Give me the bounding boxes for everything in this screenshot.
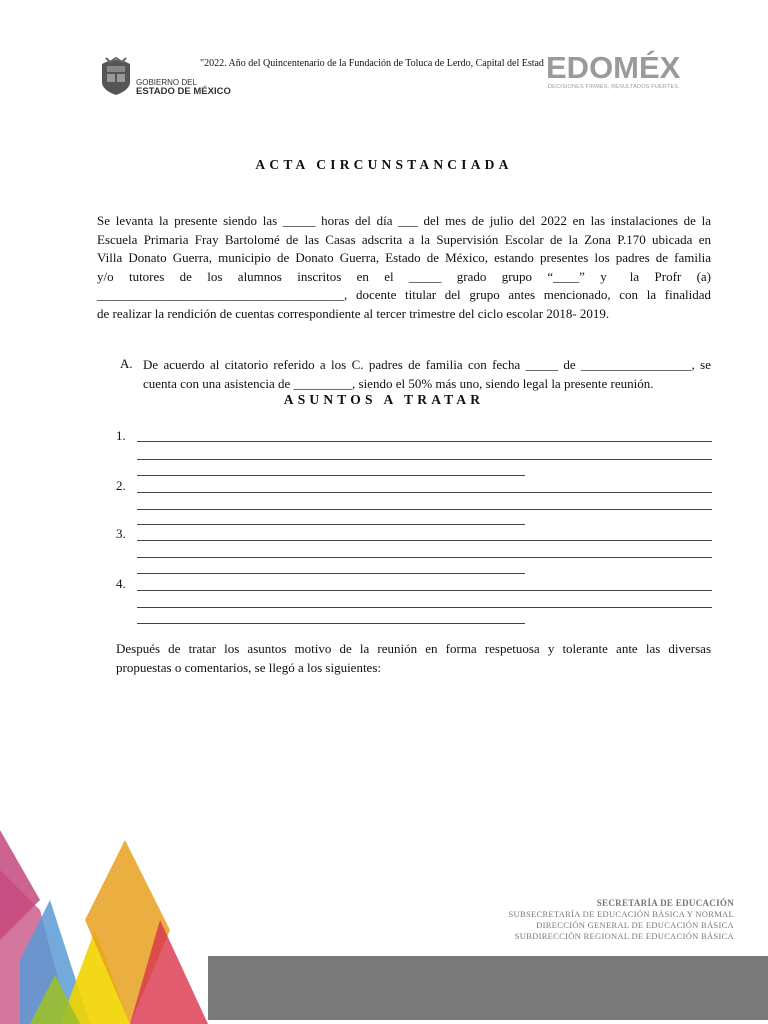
item-a-marker: A. — [120, 356, 133, 371]
agenda-line — [137, 573, 525, 574]
intro-paragraph — [97, 212, 711, 323]
item-a-line: cuenta con una asistencia de _________, siendo el 50% más uno, siendo legal la presente reunión. — [143, 375, 654, 391]
intro-line: Escuela Primaria Fray Bartolomé de las Casas adscrita a la Supervisión Escolar de la Zona P.170 ubicada en — [97, 231, 711, 247]
intro-line: ______________________________________, docente titular del grupo antes mencionado, con la finalidad — [97, 287, 711, 302]
footer-line: SECRETARÍA DE EDUCACIÓN — [596, 898, 734, 908]
closing-line: Después de tratar los asuntos motivo de la reunión en forma respetuosa y tolerante ante las diversas — [116, 641, 711, 656]
footer-line: SUBDIRECCIÓN REGIONAL DE EDUCACIÓN BÁSICA — [514, 931, 734, 941]
document-title: ACTA CIRCUNSTANCIADA — [255, 157, 513, 172]
agenda-line — [137, 607, 712, 608]
footer-line: DIRECCIÓN GENERAL DE EDUCACIÓN BÁSICA — [536, 920, 734, 930]
agenda-title: ASUNTOS A TRATAR — [283, 392, 485, 407]
agenda-number: 4. — [116, 576, 126, 591]
closing-line: propuestas o comentarios, se llegó a los siguientes: — [116, 659, 382, 675]
intro-line: y/o tutores de los alumnos inscritos en el _____ grado grupo “____” y la Profr (a) — [97, 268, 711, 284]
item-a-text — [143, 356, 711, 393]
footer-gray-band — [208, 956, 768, 1020]
government-label-line1: GOBIERNO DEL — [136, 78, 197, 87]
agenda-line — [137, 524, 525, 525]
agenda-line — [137, 557, 712, 558]
agenda-line — [137, 492, 712, 493]
agenda-line — [137, 475, 525, 476]
government-label — [136, 78, 231, 96]
header-motto: "2022. Año del Quincentenario de la Fundación de Toluca de Lerdo, Capital del Estad — [200, 58, 544, 69]
decorative-triangles-graphic — [0, 810, 210, 1024]
intro-line: de realizar la rendición de cuentas correspondiente al tercer trimestre del ciclo escolar 2018- 2019. — [97, 305, 610, 321]
government-label-line2: ESTADO DE MÉXICO — [136, 86, 231, 97]
intro-line: Se levanta la presente siendo las _____ horas del día ___ del mes de julio del 2022 en las instalaciones de la — [97, 213, 711, 228]
agenda-number: 2. — [116, 478, 126, 493]
agenda-number: 1. — [116, 428, 126, 443]
edomex-logo: EDOMÉX — [546, 50, 681, 85]
footer-institution-block — [509, 898, 734, 942]
agenda-number: 3. — [116, 526, 126, 541]
agenda-line — [137, 441, 712, 442]
closing-paragraph — [116, 640, 711, 677]
agenda-line — [137, 590, 712, 591]
agenda-line — [137, 623, 525, 624]
agenda-line — [137, 540, 712, 541]
item-a-line: De acuerdo al citatorio referido a los C. padres de familia con fecha _____ de _________________, se — [143, 357, 711, 372]
intro-line: Villa Donato Guerra, municipio de Donato Guerra, Estado de México, estando presentes los padres de familia — [97, 250, 711, 265]
edomex-tagline: DECISIONES FIRMES, RESULTADOS FUERTES. — [548, 84, 680, 90]
state-emblem-icon — [98, 56, 134, 96]
agenda-line — [137, 459, 712, 460]
agenda-line — [137, 509, 712, 510]
footer-line: SUBSECRETARÍA DE EDUCACIÓN BÁSICA Y NORMAL — [508, 909, 734, 919]
